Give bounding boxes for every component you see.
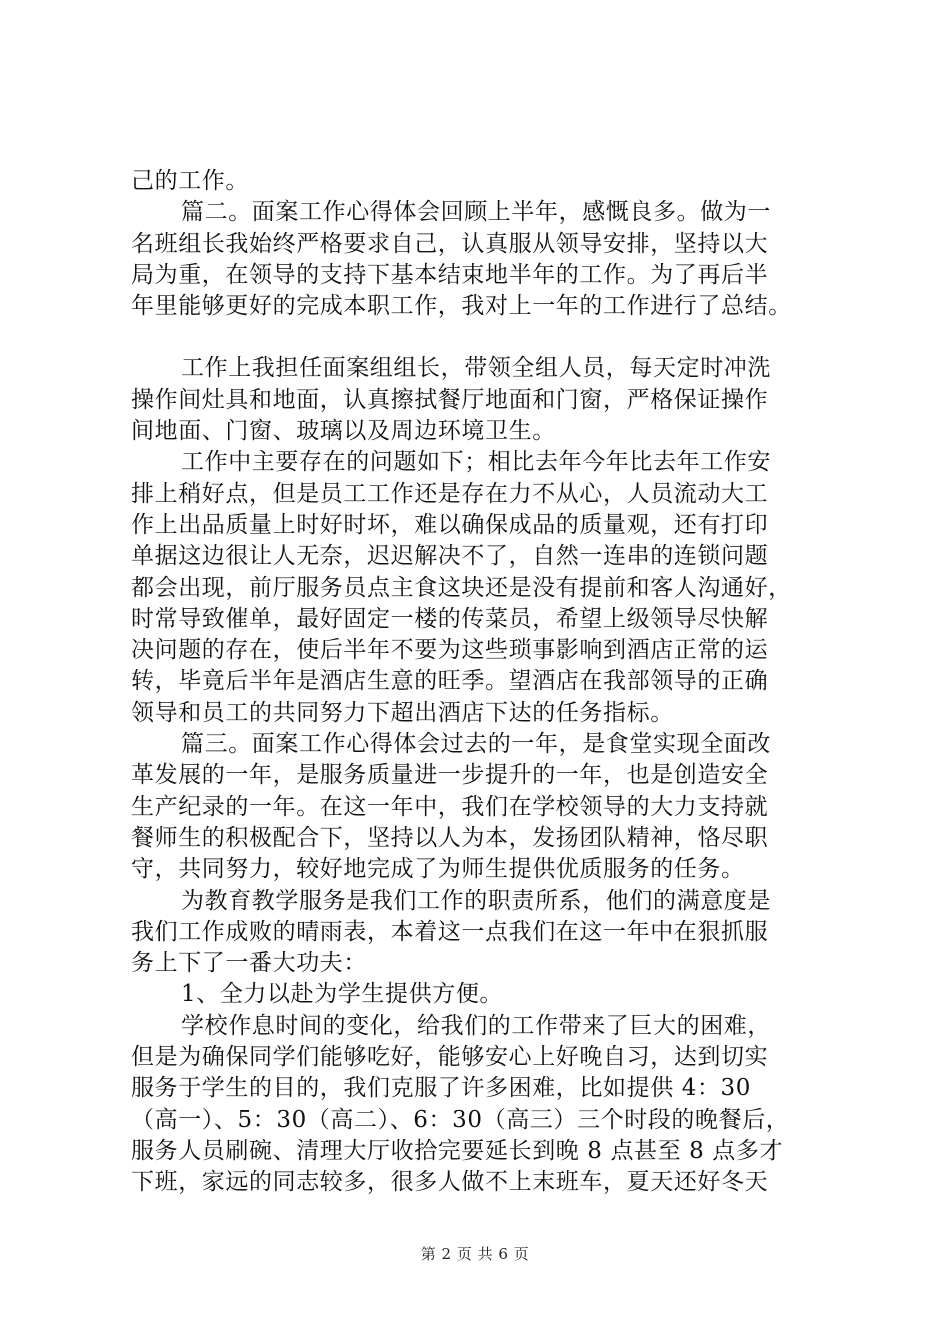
paragraph-line: 但是为确保同学们能够吃好，能够安心上好晚自习，达到切实 [131, 1044, 769, 1071]
page-footer: 第 2 页 共 6 页 [420, 1245, 530, 1263]
paragraph-line: 务上下了一番大功夫： [131, 950, 367, 977]
paragraph-line: 时常导致催单，最好固定一楼的传菜员，希望上级领导尽快解 [131, 605, 769, 632]
paragraph-line: 排上稍好点，但是员工工作还是存在力不从心，人员流动大工 [131, 480, 769, 507]
paragraph-line: 学校作息时间的变化，给我们的工作带来了巨大的困难， [181, 1012, 771, 1039]
paragraph-line: 决问题的存在，使后半年不要为这些琐事影响到酒店正常的运 [131, 637, 769, 664]
paragraph-line: 转，毕竟后半年是酒店生意的旺季。望酒店在我部领导的正确 [131, 668, 769, 695]
paragraph-line: 下班，家远的同志较多，很多人做不上末班车，夏天还好冬天 [131, 1169, 769, 1196]
paragraph-line: 篇二。面案工作心得体会回顾上半年，感慨良多。做为一 [181, 199, 771, 226]
paragraph-line: 工作中主要存在的问题如下；相比去年今年比去年工作安 [181, 449, 771, 476]
paragraph-gap [131, 322, 851, 353]
paragraph-line: 己的工作。 [131, 168, 249, 194]
paragraph-line: 间地面、门窗、玻璃以及周边环境卫生。 [131, 418, 556, 445]
paragraph-line: 都会出现，前厅服务员点主食这块还是没有提前和客人沟通好， [131, 574, 792, 601]
paragraph-line: 单据这边很让人无奈，迟迟解决不了，自然一连串的连锁问题 [131, 543, 769, 570]
paragraph-line: 生产纪录的一年。在这一年中，我们在学校领导的大力支持就 [131, 793, 769, 820]
paragraph-line: 操作间灶具和地面，认真擦拭餐厅地面和门窗，严格保证操作 [131, 386, 769, 413]
paragraph-line: 领导和员工的共同努力下超出酒店下达的任务指标。 [131, 699, 674, 726]
paragraph-line: 服务人员刷碗、清理大厅收拾完要延长到晚 8 点甚至 8 点多才 [131, 1137, 784, 1164]
paragraph-line: 革发展的一年，是服务质量进一步提升的一年，也是创造安全 [131, 762, 769, 789]
paragraph-line: 守，共同努力，较好地完成了为师生提供优质服务的任务。 [131, 856, 745, 883]
paragraph-line: 工作上我担任面案组组长，带领全组人员，每天定时冲洗 [181, 355, 771, 382]
paragraph-line: 服务于学生的目的，我们克服了许多困难，比如提供 4：30 [131, 1075, 752, 1102]
list-item-heading: 1、全力以赴为学生提供方便。 [181, 981, 504, 1008]
paragraph-line: 名班组长我始终严格要求自己，认真服从领导安排，坚持以大 [131, 230, 769, 257]
paragraph-line: 作上出品质量上时好时坏，难以确保成品的质量观，还有打印 [131, 511, 769, 538]
document-body [131, 166, 851, 1199]
paragraph-line: 年里能够更好的完成本职工作，我对上一年的工作进行了总结。 [131, 293, 792, 320]
paragraph-line: 我们工作成败的晴雨表，本着这一点我们在这一年中在狠抓服 [131, 918, 769, 945]
paragraph-line: 篇三。面案工作心得体会过去的一年，是食堂实现全面改 [181, 731, 771, 758]
paragraph-line: 餐师生的积极配合下，坚持以人为本，发扬团队精神，恪尽职 [131, 824, 769, 851]
paragraph-line: 为教育教学服务是我们工作的职责所系，他们的满意度是 [181, 887, 771, 914]
paragraph-line: （高一）、5：30（高二）、6：30（高三）三个时段的晚餐后， [131, 1106, 790, 1133]
paragraph-line: 局为重，在领导的支持下基本结束地半年的工作。为了再后半 [131, 261, 769, 288]
